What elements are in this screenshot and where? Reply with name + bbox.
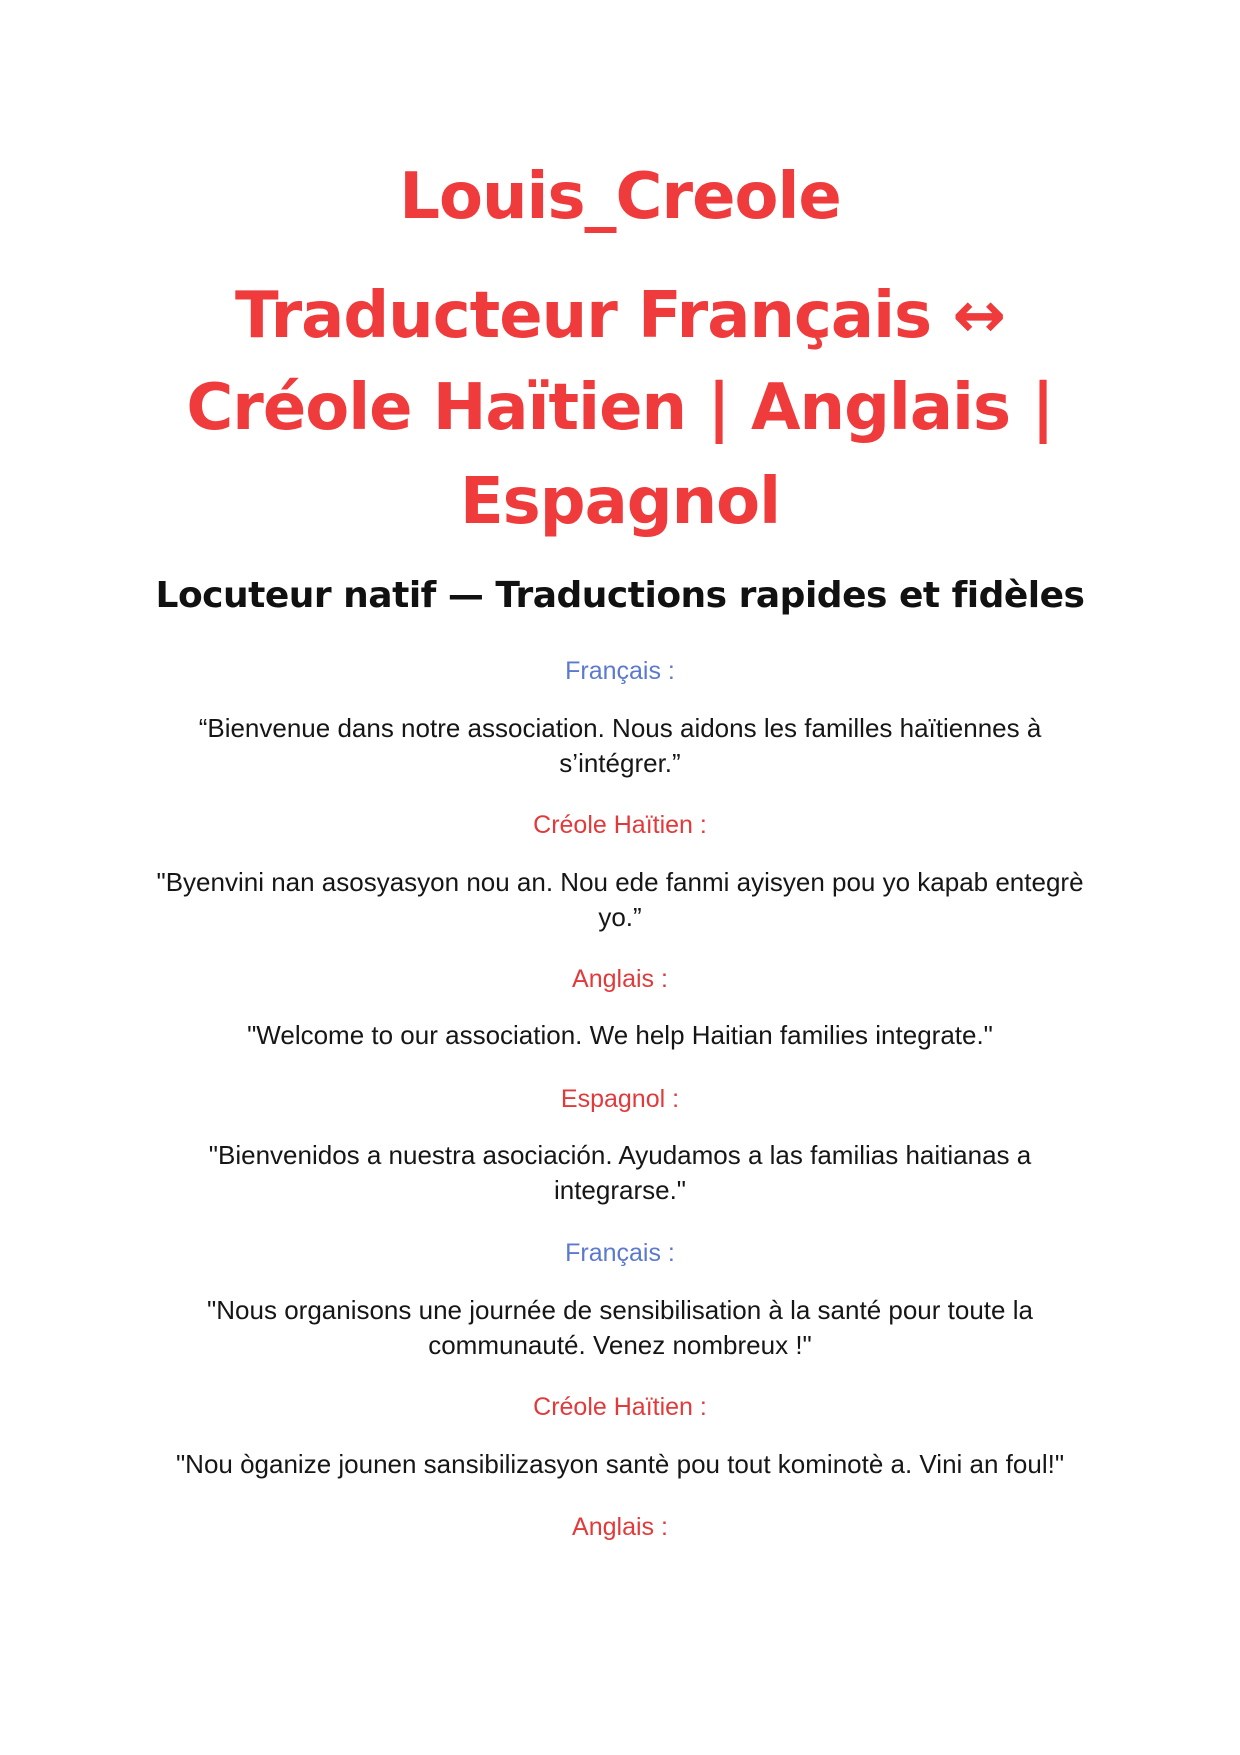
translation-text: "Nous organisons une journée de sensibilisation à la santé pour toute la communauté. Venez nombreux !" xyxy=(207,1295,1033,1360)
main-title-line: Traducteur Français ↔ xyxy=(234,279,1006,353)
main-title-line: Espagnol xyxy=(459,465,781,539)
language-label-creole: Créole Haïtien : xyxy=(533,811,707,839)
brand-title: Louis_Creole xyxy=(399,160,841,234)
subtitle: Locuteur natif — Traductions rapides et fidèles xyxy=(155,575,1085,616)
language-label-anglais: Anglais : xyxy=(572,965,668,993)
translation-text: "Bienvenidos a nuestra asociación. Ayudamos a las familias haitianas a integrarse." xyxy=(208,1140,1032,1205)
language-label-francais: Français : xyxy=(565,657,675,685)
language-label-francais: Français : xyxy=(565,1239,675,1267)
language-label-creole: Créole Haïtien : xyxy=(533,1393,707,1421)
translation-text: "Nou òganize jounen sansibilizasyon santè pou tout kominotè a. Vini an foul!" xyxy=(175,1449,1065,1479)
main-title-line: Créole Haïtien | Anglais | xyxy=(186,371,1054,445)
translation-text: "Welcome to our association. We help Haitian families integrate." xyxy=(247,1020,993,1050)
language-label-espagnol: Espagnol : xyxy=(560,1085,680,1113)
language-label-anglais: Anglais : xyxy=(572,1513,668,1541)
translation-text: “Bienvenue dans notre association. Nous aidons les familles haïtiennes à s’intégrer.” xyxy=(198,713,1042,778)
translation-text: "Byenvini nan asosyasyon nou an. Nou ede fanmi ayisyen pou yo kapab entegrè yo.” xyxy=(156,867,1084,932)
